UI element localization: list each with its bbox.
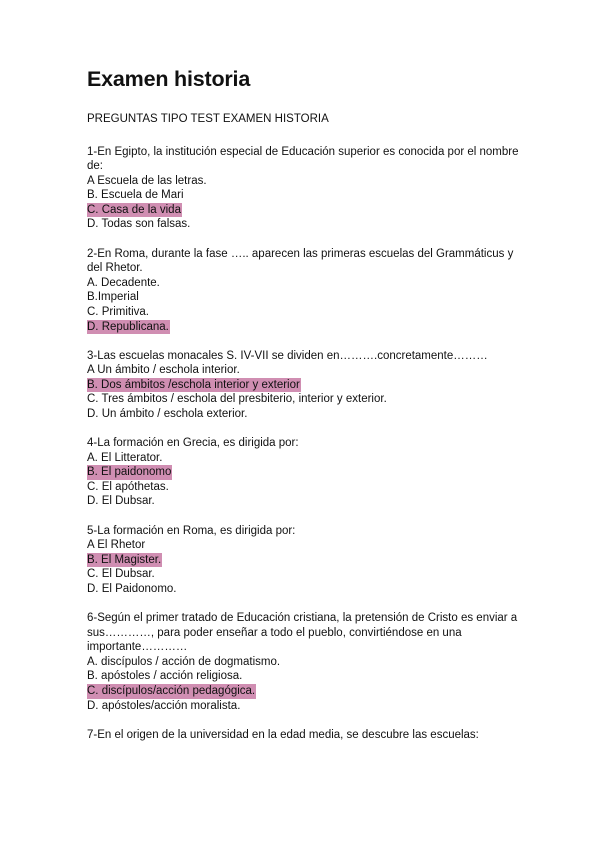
- answer-option-highlighted: B. Dos ámbitos /eschola interior y exterior: [87, 378, 300, 391]
- question-4: [87, 436, 527, 509]
- answer-option: A. Decadente.: [87, 276, 160, 289]
- answer-option: A El Rhetor: [87, 539, 146, 552]
- question-3: [87, 349, 527, 422]
- question-text: 4-La formación en Grecia, es dirigida por:: [87, 437, 299, 450]
- answer-option: C. Tres ámbitos / eschola del presbiterio, interior y exterior.: [87, 393, 387, 406]
- answer-option-highlighted: B. El paidonomo: [87, 466, 172, 479]
- question-5: [87, 524, 527, 597]
- question-text: 5-La formación en Roma, es dirigida por:: [87, 524, 296, 537]
- answer-option-highlighted: D. Republicana.: [87, 320, 169, 333]
- question-text: 7-En el origen de la universidad en la edad media, se descubre las escuelas:: [87, 728, 479, 741]
- answer-option: D. Todas son falsas.: [87, 218, 191, 231]
- answer-option-highlighted: B. El Magister.: [87, 553, 162, 566]
- answer-option: C. Primitiva.: [87, 305, 149, 318]
- question-text: 1-En Egipto, la institución especial de Educación superior es conocida por el nombre de:: [87, 145, 519, 173]
- question-text: 3-Las escuelas monacales S. IV-VII se dividen en……….concretamente………: [87, 349, 488, 362]
- question-1: [87, 145, 527, 233]
- question-text: 6-Según el primer tratado de Educación cristiana, la pretensión de Cristo es enviar a sus…………, para poder enseñar a todo el pueblo, convirtiéndose en una importante…………: [87, 612, 518, 654]
- question-7: [87, 728, 527, 743]
- answer-option: A Un ámbito / eschola interior.: [87, 364, 240, 377]
- document-title: Examen historia: [87, 67, 251, 91]
- question-2: [87, 247, 527, 335]
- question-text: 2-En Roma, durante la fase ….. aparecen las primeras escuelas del Grammáticus y del Rhetor.: [87, 247, 514, 275]
- answer-option: A. discípulos / acción de dogmatismo.: [87, 655, 281, 668]
- answer-option-highlighted: C. Casa de la vida: [87, 203, 181, 216]
- answer-option-highlighted: C. discípulos/acción pedagógica.: [87, 685, 256, 697]
- answer-option: D. El Dubsar.: [87, 495, 155, 508]
- answer-option: B. apóstoles / acción religiosa.: [87, 670, 243, 683]
- document-subtitle: PREGUNTAS TIPO TEST EXAMEN HISTORIA: [87, 113, 329, 125]
- answer-option: A Escuela de las letras.: [87, 174, 207, 187]
- question-6: [87, 611, 527, 713]
- answer-option: D. apóstoles/acción moralista.: [87, 699, 241, 712]
- answer-option: B.Imperial: [87, 291, 139, 304]
- answer-option: D. El Paidonomo.: [87, 582, 177, 595]
- document-page: [87, 66, 527, 757]
- answer-option: C. El apóthetas.: [87, 480, 169, 493]
- answer-option: B. Escuela de Mari: [87, 189, 184, 202]
- answer-option: A. El Litterator.: [87, 451, 163, 464]
- answer-option: C. El Dubsar.: [87, 568, 155, 581]
- answer-option: D. Un ámbito / eschola exterior.: [87, 408, 248, 420]
